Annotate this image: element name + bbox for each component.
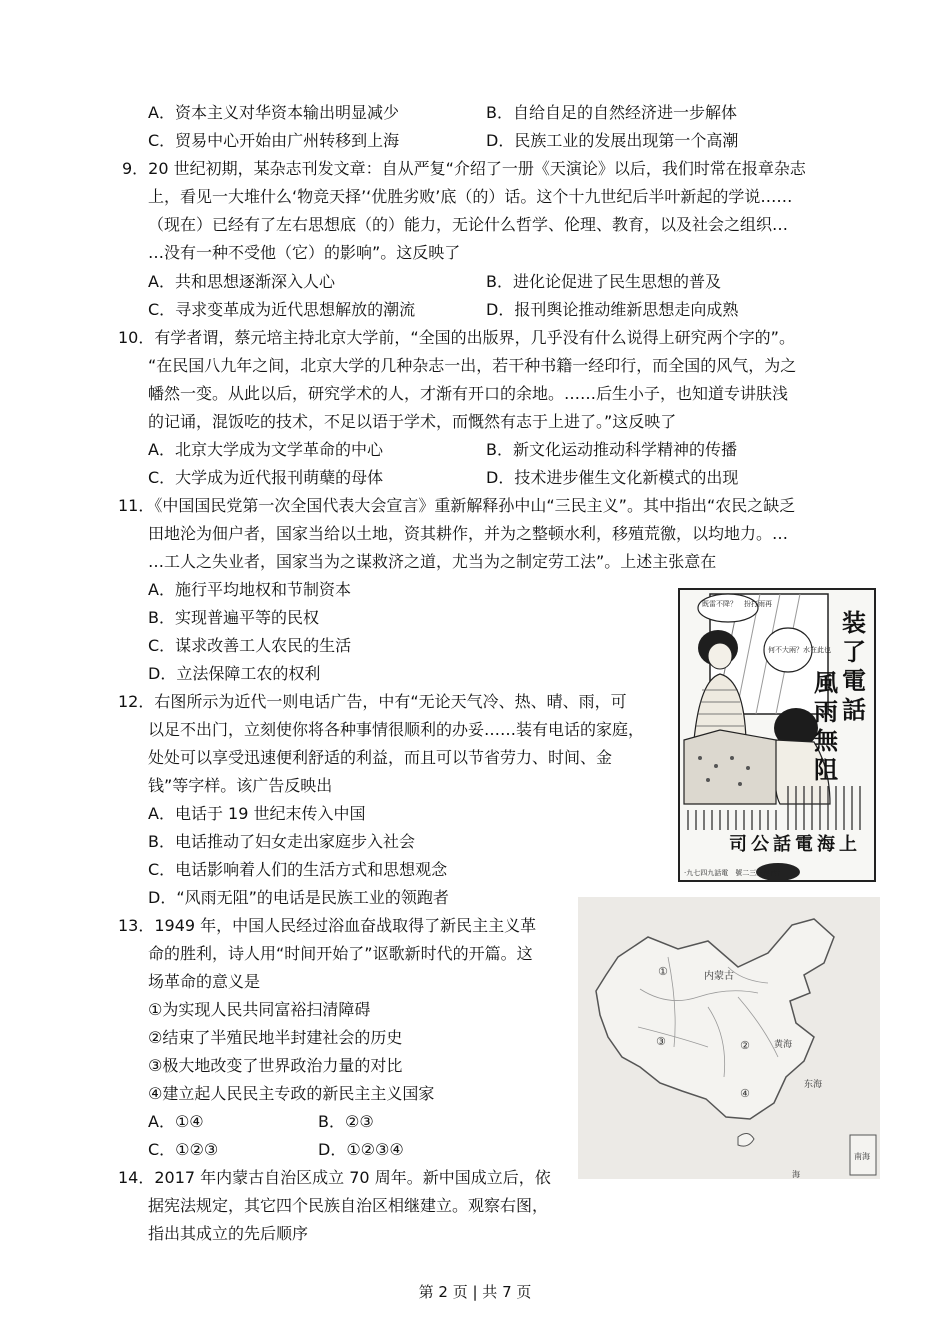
map-label-sea: 海 <box>792 1170 800 1179</box>
q12-stem-line: 以足不出门，立刻使你将各种事情很顺利的办妥……装有电话的家庭， <box>148 720 645 739</box>
q13-stem-line: 场革命的意义是 <box>148 972 261 991</box>
telephone-advertisement <box>678 588 876 882</box>
q13-item: ②结束了半殖民地半封建社会的历史 <box>148 1028 403 1047</box>
q9-stem-line: …没有一种不受他（它）的影响”。这反映了 <box>148 243 461 262</box>
q11-stem-line: 11．《中国国民党第一次全国代表大会宣言》重新解释孙中山“三民主义”。其中指出“农民之缺乏 <box>118 496 796 515</box>
map-label-south-sea: 南海 <box>854 1152 870 1161</box>
q10-option-b: B．新文化运动推动科学精神的传播 <box>486 440 737 459</box>
map-marker-2: ② <box>740 1039 750 1052</box>
q10-stem-line: “在民国八九年之间，北京大学的几种杂志一出，若干种书籍一经印行，而全国的风气，为之 <box>148 356 797 375</box>
ad-company-name: 上海電話公司 <box>729 834 861 855</box>
china-map <box>578 897 880 1179</box>
q9-option-d: D．报刊舆论推动维新思想走向成熟 <box>486 300 739 319</box>
map-label-yellow-sea: 黄海 <box>774 1040 793 1050</box>
q13-item: ①为实现人民共同富裕扫清障碍 <box>148 1000 371 1019</box>
q12-option-a: A．电话于 19 世纪末传入中国 <box>148 804 366 823</box>
ad-footer-line: ·九七四九話電 號二三三路西江 <box>684 869 785 877</box>
q13-stem-line: 13．1949 年，中国人民经过浴血奋战取得了新民主主义革 <box>118 916 537 935</box>
q8-option-b: B．自给自足的自然经济进一步解体 <box>486 103 737 122</box>
ad-bubble-left: 既雷不降？ 扮打雨再 <box>702 600 772 608</box>
map-marker-1: ① <box>658 965 668 978</box>
q12-option-d: D．“风雨无阻”的电话是民族工业的领跑者 <box>148 888 449 907</box>
q12-stem-line: 钱”等字样。该广告反映出 <box>148 776 333 795</box>
ad-headline: 無阻 <box>814 726 838 784</box>
q8-option-c: C．贸易中心开始由广州转移到上海 <box>148 131 400 150</box>
q12-stem-line: 12．右图所示为近代一则电话广告，中有“无论天气冷、热、晴、雨，可 <box>118 692 627 711</box>
q14-stem-line: 指出其成立的先后顺序 <box>148 1224 309 1243</box>
q11-option-a: A．施行平均地权和节制资本 <box>148 580 351 599</box>
map-label-east-sea: 东海 <box>804 1080 823 1090</box>
q9-stem-line: 9．20 世纪初期，某杂志刊发文章：自从严复“介绍了一册《天演论》以后，我们时常在报章杂志 <box>122 159 806 178</box>
q9-option-a: A．共和思想逐渐深入人心 <box>148 272 335 291</box>
q14-stem-line: 据宪法规定，其它四个民族自治区相继建立。观察右图， <box>148 1196 549 1215</box>
q13-stem-line: 命的胜利，诗人用“时间开始了”讴歌新时代的开篇。这 <box>148 944 533 963</box>
ad-headline: 風雨 <box>814 668 838 726</box>
q13-item: ④建立起人民民主专政的新民主主义国家 <box>148 1084 435 1103</box>
q10-stem-line: 10．有学者谓，蔡元培主持北京大学前，“全国的出版界，几乎没有什么说得上研究两个字的”。 <box>118 328 795 347</box>
q11-stem-line: …工人之失业者，国家当为之谋救济之道，尤当为之制定劳工法”。上述主张意在 <box>148 552 717 571</box>
map-illustration <box>578 897 880 1179</box>
q9-option-b: B．进化论促进了民生思想的普及 <box>486 272 721 291</box>
ad-headline: 電話 <box>842 666 866 724</box>
q9-stem-line: 上，看见一大堆什么‘物竞天择’‘优胜劣败’底（的）话。这个十九世纪后半叶新起的学说…… <box>148 187 793 206</box>
q9-option-c: C．寻求变革成为近代思想解放的潮流 <box>148 300 416 319</box>
q11-stem-line: 田地沦为佃户者，国家当给以土地，资其耕作，并为之整顿水利，移殖荒徼，以均地力。… <box>148 524 789 543</box>
q9-stem-line: （现在）已经有了左右思想底（的）能力，无论什么哲学、伦理、教育，以及社会之组织… <box>148 215 789 234</box>
q11-option-b: B．实现普遍平等的民权 <box>148 608 319 627</box>
q8-option-a: A．资本主义对华资本输出明显减少 <box>148 103 399 122</box>
map-marker-4: ④ <box>740 1087 750 1100</box>
q10-option-c: C．大学成为近代报刊萌蘖的母体 <box>148 468 384 487</box>
q8-option-d: D．民族工业的发展出现第一个高潮 <box>486 131 739 150</box>
map-label-inner-mongolia: 内蒙古 <box>704 971 734 982</box>
q13-item: ③极大地改变了世界政治力量的对比 <box>148 1056 403 1075</box>
ad-bubble-right: 何不大兩？水在此也 <box>768 646 831 654</box>
q12-option-c: C．电话影响着人们的生活方式和思想观念 <box>148 860 448 879</box>
q11-option-d: D．立法保障工农的权利 <box>148 664 321 683</box>
q12-stem-line: 处处可以享受迅速便利舒适的利益，而且可以节省劳力、时间、金 <box>148 748 613 767</box>
map-marker-3: ③ <box>656 1035 666 1048</box>
q10-stem-line: 幡然一变。从此以后，研究学术的人，才渐有开口的余地。……后生小子，也知道专讲肤浅 <box>148 384 789 403</box>
q10-stem-line: 的记诵，混饭吃的技术，不足以语于学术，而慨然有志于上进了。”这反映了 <box>148 412 677 431</box>
ad-headline: 装了 <box>842 608 866 666</box>
q14-stem-line: 14．2017 年内蒙古自治区成立 70 周年。新中国成立后，依 <box>118 1168 551 1187</box>
q13-option-d: D．①②③④ <box>318 1140 404 1159</box>
q13-option-c: C．①②③ <box>148 1140 219 1159</box>
q11-option-c: C．谋求改善工人农民的生活 <box>148 636 352 655</box>
page-footer: 第 2 页 | 共 7 页 <box>418 1283 532 1301</box>
q12-option-b: B．电话推动了妇女走出家庭步入社会 <box>148 832 415 851</box>
q10-option-a: A．北京大学成为文学革命的中心 <box>148 440 383 459</box>
q13-option-b: B．②③ <box>318 1112 374 1131</box>
q10-option-d: D．技术进步催生文化新模式的出现 <box>486 468 739 487</box>
q13-option-a: A．①④ <box>148 1112 204 1131</box>
